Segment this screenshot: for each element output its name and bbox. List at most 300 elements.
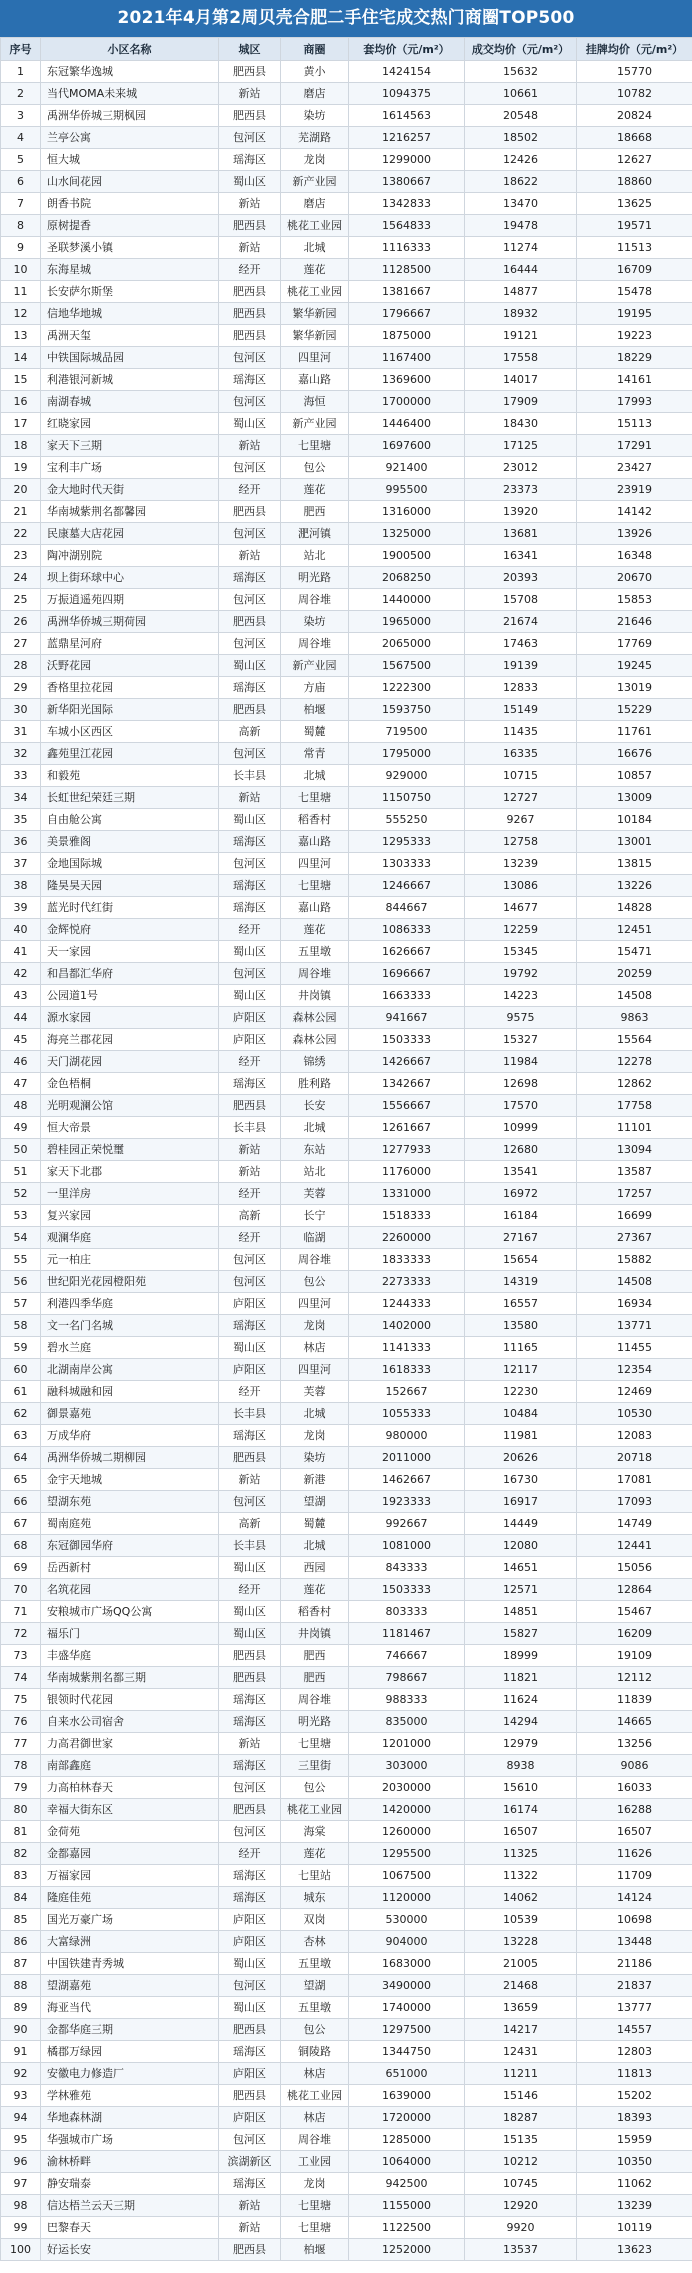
listing-price-cell: 13256 xyxy=(577,1733,692,1755)
total-price-cell: 1696667 xyxy=(349,963,465,985)
total-price-cell: 929000 xyxy=(349,765,465,787)
district-cell: 长丰县 xyxy=(219,1117,281,1139)
listing-price-cell: 16699 xyxy=(577,1205,692,1227)
district-cell: 瑶海区 xyxy=(219,1689,281,1711)
total-price-cell: 1216257 xyxy=(349,127,465,149)
district-cell: 蜀山区 xyxy=(219,1337,281,1359)
district-cell: 新站 xyxy=(219,1469,281,1491)
deal-price-cell: 10484 xyxy=(465,1403,577,1425)
area-cell: 龙岗 xyxy=(281,1315,349,1337)
total-price-cell: 1424154 xyxy=(349,61,465,83)
rank-cell: 13 xyxy=(1,325,41,347)
total-price-cell: 992667 xyxy=(349,1513,465,1535)
deal-price-cell: 18430 xyxy=(465,413,577,435)
rank-cell: 76 xyxy=(1,1711,41,1733)
table-row xyxy=(1,1117,692,1139)
rank-cell: 1 xyxy=(1,61,41,83)
total-price-cell: 1297500 xyxy=(349,2019,465,2041)
table-row xyxy=(1,1667,692,1689)
community-cell: 华南城紫荆名都三期 xyxy=(41,1667,219,1689)
listing-price-cell: 15564 xyxy=(577,1029,692,1051)
community-cell: 蓝光时代红街 xyxy=(41,897,219,919)
deal-price-cell: 10999 xyxy=(465,1117,577,1139)
area-cell: 林店 xyxy=(281,2107,349,2129)
listing-price-cell: 12864 xyxy=(577,1579,692,1601)
district-cell: 包河区 xyxy=(219,1777,281,1799)
district-cell: 庐阳区 xyxy=(219,1293,281,1315)
area-cell: 染坊 xyxy=(281,1447,349,1469)
table-row xyxy=(1,1139,692,1161)
rank-cell: 49 xyxy=(1,1117,41,1139)
total-price-cell: 1081000 xyxy=(349,1535,465,1557)
rank-cell: 93 xyxy=(1,2085,41,2107)
deal-price-cell: 12080 xyxy=(465,1535,577,1557)
community-cell: 宝利丰广场 xyxy=(41,457,219,479)
district-cell: 瑶海区 xyxy=(219,831,281,853)
table-row xyxy=(1,919,692,941)
table-row xyxy=(1,501,692,523)
listing-price-cell: 9086 xyxy=(577,1755,692,1777)
district-cell: 肥西县 xyxy=(219,303,281,325)
community-cell: 万福家园 xyxy=(41,1865,219,1887)
rank-cell: 9 xyxy=(1,237,41,259)
deal-price-cell: 11211 xyxy=(465,2063,577,2085)
table-row xyxy=(1,1227,692,1249)
deal-price-cell: 17463 xyxy=(465,633,577,655)
district-cell: 蜀山区 xyxy=(219,171,281,193)
table-row xyxy=(1,2239,692,2261)
table-row xyxy=(1,2129,692,2151)
deal-price-cell: 16730 xyxy=(465,1469,577,1491)
total-price-cell: 530000 xyxy=(349,1909,465,1931)
area-cell: 肥西 xyxy=(281,1667,349,1689)
rank-cell: 52 xyxy=(1,1183,41,1205)
listing-price-cell: 10119 xyxy=(577,2217,692,2239)
community-cell: 天门湖花园 xyxy=(41,1051,219,1073)
table-row xyxy=(1,2151,692,2173)
deal-price-cell: 19139 xyxy=(465,655,577,677)
table-row xyxy=(1,1271,692,1293)
area-cell: 芙蓉 xyxy=(281,1381,349,1403)
deal-price-cell: 13537 xyxy=(465,2239,577,2261)
community-cell: 安徽电力修造厂 xyxy=(41,2063,219,2085)
community-cell: 好运长安 xyxy=(41,2239,219,2261)
total-price-cell: 1176000 xyxy=(349,1161,465,1183)
district-cell: 包河区 xyxy=(219,457,281,479)
area-cell: 海棠 xyxy=(281,1821,349,1843)
deal-price-cell: 12117 xyxy=(465,1359,577,1381)
rank-cell: 2 xyxy=(1,83,41,105)
rank-cell: 24 xyxy=(1,567,41,589)
total-price-cell: 1503333 xyxy=(349,1579,465,1601)
total-price-cell: 1380667 xyxy=(349,171,465,193)
area-cell: 东站 xyxy=(281,1139,349,1161)
total-price-cell: 942500 xyxy=(349,2173,465,2195)
deal-price-cell: 17909 xyxy=(465,391,577,413)
deal-price-cell: 11981 xyxy=(465,1425,577,1447)
deal-price-cell: 13659 xyxy=(465,1997,577,2019)
community-cell: 岳西新村 xyxy=(41,1557,219,1579)
community-cell: 家天下三期 xyxy=(41,435,219,457)
listing-price-cell: 13009 xyxy=(577,787,692,809)
table-row xyxy=(1,2063,692,2085)
total-price-cell: 1094375 xyxy=(349,83,465,105)
area-cell: 蜀麓 xyxy=(281,721,349,743)
deal-price-cell: 11165 xyxy=(465,1337,577,1359)
rank-cell: 33 xyxy=(1,765,41,787)
area-cell: 望湖 xyxy=(281,1491,349,1513)
total-price-cell: 941667 xyxy=(349,1007,465,1029)
listing-price-cell: 17257 xyxy=(577,1183,692,1205)
rank-cell: 96 xyxy=(1,2151,41,2173)
col-header-total-price: 套均价（元/m²） xyxy=(349,38,465,61)
deal-price-cell: 15632 xyxy=(465,61,577,83)
col-header-business-area: 商圈 xyxy=(281,38,349,61)
listing-price-cell: 15959 xyxy=(577,2129,692,2151)
district-cell: 瑶海区 xyxy=(219,677,281,699)
table-row xyxy=(1,611,692,633)
deal-price-cell: 14223 xyxy=(465,985,577,1007)
area-cell: 北城 xyxy=(281,237,349,259)
community-cell: 巴黎春天 xyxy=(41,2217,219,2239)
rank-cell: 68 xyxy=(1,1535,41,1557)
col-header-district: 城区 xyxy=(219,38,281,61)
listing-price-cell: 15478 xyxy=(577,281,692,303)
total-price-cell: 988333 xyxy=(349,1689,465,1711)
deal-price-cell: 20626 xyxy=(465,1447,577,1469)
listing-price-cell: 21646 xyxy=(577,611,692,633)
area-cell: 北城 xyxy=(281,1535,349,1557)
listing-price-cell: 14749 xyxy=(577,1513,692,1535)
rank-cell: 3 xyxy=(1,105,41,127)
listing-price-cell: 14508 xyxy=(577,985,692,1007)
area-cell: 龙岗 xyxy=(281,1425,349,1447)
community-cell: 兰亭公寓 xyxy=(41,127,219,149)
community-cell: 红晓家园 xyxy=(41,413,219,435)
community-cell: 禹洲华侨城三期荷园 xyxy=(41,611,219,633)
rank-cell: 81 xyxy=(1,1821,41,1843)
community-cell: 望湖嘉苑 xyxy=(41,1975,219,1997)
deal-price-cell: 17570 xyxy=(465,1095,577,1117)
district-cell: 新站 xyxy=(219,2217,281,2239)
table-row xyxy=(1,655,692,677)
listing-price-cell: 12112 xyxy=(577,1667,692,1689)
rank-cell: 72 xyxy=(1,1623,41,1645)
page-title: 2021年4月第2周贝壳合肥二手住宅成交热门商圈TOP500 xyxy=(0,0,692,37)
rank-cell: 53 xyxy=(1,1205,41,1227)
area-cell: 繁华新园 xyxy=(281,303,349,325)
rank-cell: 78 xyxy=(1,1755,41,1777)
district-cell: 肥西县 xyxy=(219,1799,281,1821)
district-cell: 肥西县 xyxy=(219,1667,281,1689)
rank-cell: 95 xyxy=(1,2129,41,2151)
rank-cell: 47 xyxy=(1,1073,41,1095)
listing-price-cell: 13001 xyxy=(577,831,692,853)
total-price-cell: 1067500 xyxy=(349,1865,465,1887)
district-cell: 蜀山区 xyxy=(219,985,281,1007)
district-cell: 经开 xyxy=(219,1381,281,1403)
area-cell: 莲花 xyxy=(281,1579,349,1601)
deal-price-cell: 15827 xyxy=(465,1623,577,1645)
total-price-cell: 1325000 xyxy=(349,523,465,545)
community-cell: 利港四季华庭 xyxy=(41,1293,219,1315)
area-cell: 森林公园 xyxy=(281,1007,349,1029)
table-row xyxy=(1,83,692,105)
rank-cell: 18 xyxy=(1,435,41,457)
table-row xyxy=(1,831,692,853)
total-price-cell: 798667 xyxy=(349,1667,465,1689)
table-row xyxy=(1,765,692,787)
area-cell: 北城 xyxy=(281,765,349,787)
table-row xyxy=(1,1491,692,1513)
rank-cell: 31 xyxy=(1,721,41,743)
area-cell: 桃花工业园 xyxy=(281,1799,349,1821)
deal-price-cell: 18932 xyxy=(465,303,577,325)
area-cell: 包公 xyxy=(281,2019,349,2041)
district-cell: 肥西县 xyxy=(219,2085,281,2107)
deal-price-cell: 10661 xyxy=(465,83,577,105)
area-cell: 繁华新园 xyxy=(281,325,349,347)
district-cell: 经开 xyxy=(219,919,281,941)
deal-price-cell: 12571 xyxy=(465,1579,577,1601)
community-cell: 一里洋房 xyxy=(41,1183,219,1205)
community-cell: 大富绿洲 xyxy=(41,1931,219,1953)
rank-cell: 54 xyxy=(1,1227,41,1249)
table-row xyxy=(1,303,692,325)
community-cell: 坝上街环球中心 xyxy=(41,567,219,589)
rank-cell: 37 xyxy=(1,853,41,875)
table-row xyxy=(1,1469,692,1491)
community-cell: 华地森林湖 xyxy=(41,2107,219,2129)
rank-cell: 4 xyxy=(1,127,41,149)
community-cell: 家天下北郡 xyxy=(41,1161,219,1183)
district-cell: 新站 xyxy=(219,545,281,567)
deal-price-cell: 12259 xyxy=(465,919,577,941)
listing-price-cell: 27367 xyxy=(577,1227,692,1249)
community-cell: 利港银河新城 xyxy=(41,369,219,391)
table-row xyxy=(1,2195,692,2217)
total-price-cell: 1244333 xyxy=(349,1293,465,1315)
ranking-table xyxy=(0,37,692,2261)
area-cell: 站北 xyxy=(281,1161,349,1183)
rank-cell: 87 xyxy=(1,1953,41,1975)
total-price-cell: 1900500 xyxy=(349,545,465,567)
district-cell: 肥西县 xyxy=(219,215,281,237)
listing-price-cell: 15471 xyxy=(577,941,692,963)
community-cell: 银领时代花园 xyxy=(41,1689,219,1711)
district-cell: 瑶海区 xyxy=(219,1887,281,1909)
listing-price-cell: 14124 xyxy=(577,1887,692,1909)
district-cell: 瑶海区 xyxy=(219,1425,281,1447)
district-cell: 新站 xyxy=(219,2195,281,2217)
listing-price-cell: 14161 xyxy=(577,369,692,391)
deal-price-cell: 21674 xyxy=(465,611,577,633)
total-price-cell: 1381667 xyxy=(349,281,465,303)
community-cell: 和毅苑 xyxy=(41,765,219,787)
district-cell: 包河区 xyxy=(219,1821,281,1843)
table-row xyxy=(1,1029,692,1051)
total-price-cell: 1342667 xyxy=(349,1073,465,1095)
deal-price-cell: 23373 xyxy=(465,479,577,501)
rank-cell: 11 xyxy=(1,281,41,303)
listing-price-cell: 18229 xyxy=(577,347,692,369)
table-row xyxy=(1,1953,692,1975)
deal-price-cell: 19792 xyxy=(465,963,577,985)
community-cell: 天一家园 xyxy=(41,941,219,963)
table-row xyxy=(1,1425,692,1447)
area-cell: 桃花工业园 xyxy=(281,215,349,237)
deal-price-cell: 15149 xyxy=(465,699,577,721)
area-cell: 七里塘 xyxy=(281,1733,349,1755)
deal-price-cell: 13920 xyxy=(465,501,577,523)
area-cell: 五里墩 xyxy=(281,941,349,963)
total-price-cell: 1683000 xyxy=(349,1953,465,1975)
table-row xyxy=(1,479,692,501)
area-cell: 北城 xyxy=(281,1403,349,1425)
area-cell: 包公 xyxy=(281,457,349,479)
rank-cell: 83 xyxy=(1,1865,41,1887)
listing-price-cell: 11709 xyxy=(577,1865,692,1887)
total-price-cell: 1299000 xyxy=(349,149,465,171)
total-price-cell: 719500 xyxy=(349,721,465,743)
area-cell: 四里河 xyxy=(281,853,349,875)
area-cell: 七里站 xyxy=(281,1865,349,1887)
table-row xyxy=(1,985,692,1007)
rank-cell: 32 xyxy=(1,743,41,765)
table-row xyxy=(1,391,692,413)
rank-cell: 65 xyxy=(1,1469,41,1491)
total-price-cell: 2011000 xyxy=(349,1447,465,1469)
area-cell: 工业园 xyxy=(281,2151,349,2173)
total-price-cell: 1875000 xyxy=(349,325,465,347)
table-row xyxy=(1,1183,692,1205)
district-cell: 包河区 xyxy=(219,589,281,611)
rank-cell: 67 xyxy=(1,1513,41,1535)
listing-price-cell: 13226 xyxy=(577,875,692,897)
rank-cell: 82 xyxy=(1,1843,41,1865)
area-cell: 明光路 xyxy=(281,567,349,589)
listing-price-cell: 15113 xyxy=(577,413,692,435)
district-cell: 长丰县 xyxy=(219,1535,281,1557)
rank-cell: 29 xyxy=(1,677,41,699)
table-row xyxy=(1,523,692,545)
area-cell: 临湖 xyxy=(281,1227,349,1249)
district-cell: 庐阳区 xyxy=(219,1909,281,1931)
area-cell: 长宁 xyxy=(281,1205,349,1227)
deal-price-cell: 15654 xyxy=(465,1249,577,1271)
total-price-cell: 1518333 xyxy=(349,1205,465,1227)
district-cell: 瑶海区 xyxy=(219,2041,281,2063)
area-cell: 七里塘 xyxy=(281,435,349,457)
community-cell: 金地国际城 xyxy=(41,853,219,875)
deal-price-cell: 16917 xyxy=(465,1491,577,1513)
total-price-cell: 1697600 xyxy=(349,435,465,457)
total-price-cell: 1155000 xyxy=(349,2195,465,2217)
area-cell: 杏林 xyxy=(281,1931,349,1953)
district-cell: 瑶海区 xyxy=(219,1755,281,1777)
rank-cell: 89 xyxy=(1,1997,41,2019)
table-row xyxy=(1,2085,692,2107)
area-cell: 染坊 xyxy=(281,105,349,127)
community-cell: 渝林桥畔 xyxy=(41,2151,219,2173)
table-row xyxy=(1,369,692,391)
district-cell: 瑶海区 xyxy=(219,875,281,897)
community-cell: 新华阳光国际 xyxy=(41,699,219,721)
district-cell: 蜀山区 xyxy=(219,1601,281,1623)
total-price-cell: 152667 xyxy=(349,1381,465,1403)
rank-cell: 5 xyxy=(1,149,41,171)
deal-price-cell: 13470 xyxy=(465,193,577,215)
total-price-cell: 904000 xyxy=(349,1931,465,1953)
deal-price-cell: 12698 xyxy=(465,1073,577,1095)
area-cell: 柏堰 xyxy=(281,699,349,721)
listing-price-cell: 10530 xyxy=(577,1403,692,1425)
table-header-row xyxy=(1,38,692,61)
rank-cell: 71 xyxy=(1,1601,41,1623)
total-price-cell: 1700000 xyxy=(349,391,465,413)
listing-price-cell: 12278 xyxy=(577,1051,692,1073)
table-row xyxy=(1,105,692,127)
community-cell: 东海星城 xyxy=(41,259,219,281)
community-cell: 力高君御世家 xyxy=(41,1733,219,1755)
total-price-cell: 1795000 xyxy=(349,743,465,765)
district-cell: 肥西县 xyxy=(219,611,281,633)
deal-price-cell: 19478 xyxy=(465,215,577,237)
total-price-cell: 1663333 xyxy=(349,985,465,1007)
community-cell: 南湖春城 xyxy=(41,391,219,413)
listing-price-cell: 13094 xyxy=(577,1139,692,1161)
total-price-cell: 746667 xyxy=(349,1645,465,1667)
total-price-cell: 1740000 xyxy=(349,1997,465,2019)
listing-price-cell: 23427 xyxy=(577,457,692,479)
district-cell: 瑶海区 xyxy=(219,149,281,171)
district-cell: 蜀山区 xyxy=(219,809,281,831)
table-row xyxy=(1,1007,692,1029)
area-cell: 肥西 xyxy=(281,1645,349,1667)
district-cell: 肥西县 xyxy=(219,1645,281,1667)
total-price-cell: 2065000 xyxy=(349,633,465,655)
district-cell: 蜀山区 xyxy=(219,1997,281,2019)
community-cell: 鑫苑里江花园 xyxy=(41,743,219,765)
total-price-cell: 1402000 xyxy=(349,1315,465,1337)
deal-price-cell: 13086 xyxy=(465,875,577,897)
listing-price-cell: 18393 xyxy=(577,2107,692,2129)
deal-price-cell: 18622 xyxy=(465,171,577,193)
table-row xyxy=(1,1997,692,2019)
rank-cell: 66 xyxy=(1,1491,41,1513)
district-cell: 瑶海区 xyxy=(219,1865,281,1887)
district-cell: 长丰县 xyxy=(219,1403,281,1425)
total-price-cell: 1150750 xyxy=(349,787,465,809)
rank-cell: 14 xyxy=(1,347,41,369)
deal-price-cell: 17558 xyxy=(465,347,577,369)
table-row xyxy=(1,2217,692,2239)
listing-price-cell: 13239 xyxy=(577,2195,692,2217)
community-cell: 美景雅阁 xyxy=(41,831,219,853)
area-cell: 新产业园 xyxy=(281,413,349,435)
listing-price-cell: 16507 xyxy=(577,1821,692,1843)
table-row xyxy=(1,1733,692,1755)
deal-price-cell: 21005 xyxy=(465,1953,577,1975)
listing-price-cell: 16709 xyxy=(577,259,692,281)
community-cell: 金荷苑 xyxy=(41,1821,219,1843)
community-cell: 民康墓大店花园 xyxy=(41,523,219,545)
area-cell: 周谷堆 xyxy=(281,963,349,985)
area-cell: 桃花工业园 xyxy=(281,2085,349,2107)
community-cell: 朗香书院 xyxy=(41,193,219,215)
district-cell: 肥西县 xyxy=(219,281,281,303)
area-cell: 周谷堆 xyxy=(281,1249,349,1271)
